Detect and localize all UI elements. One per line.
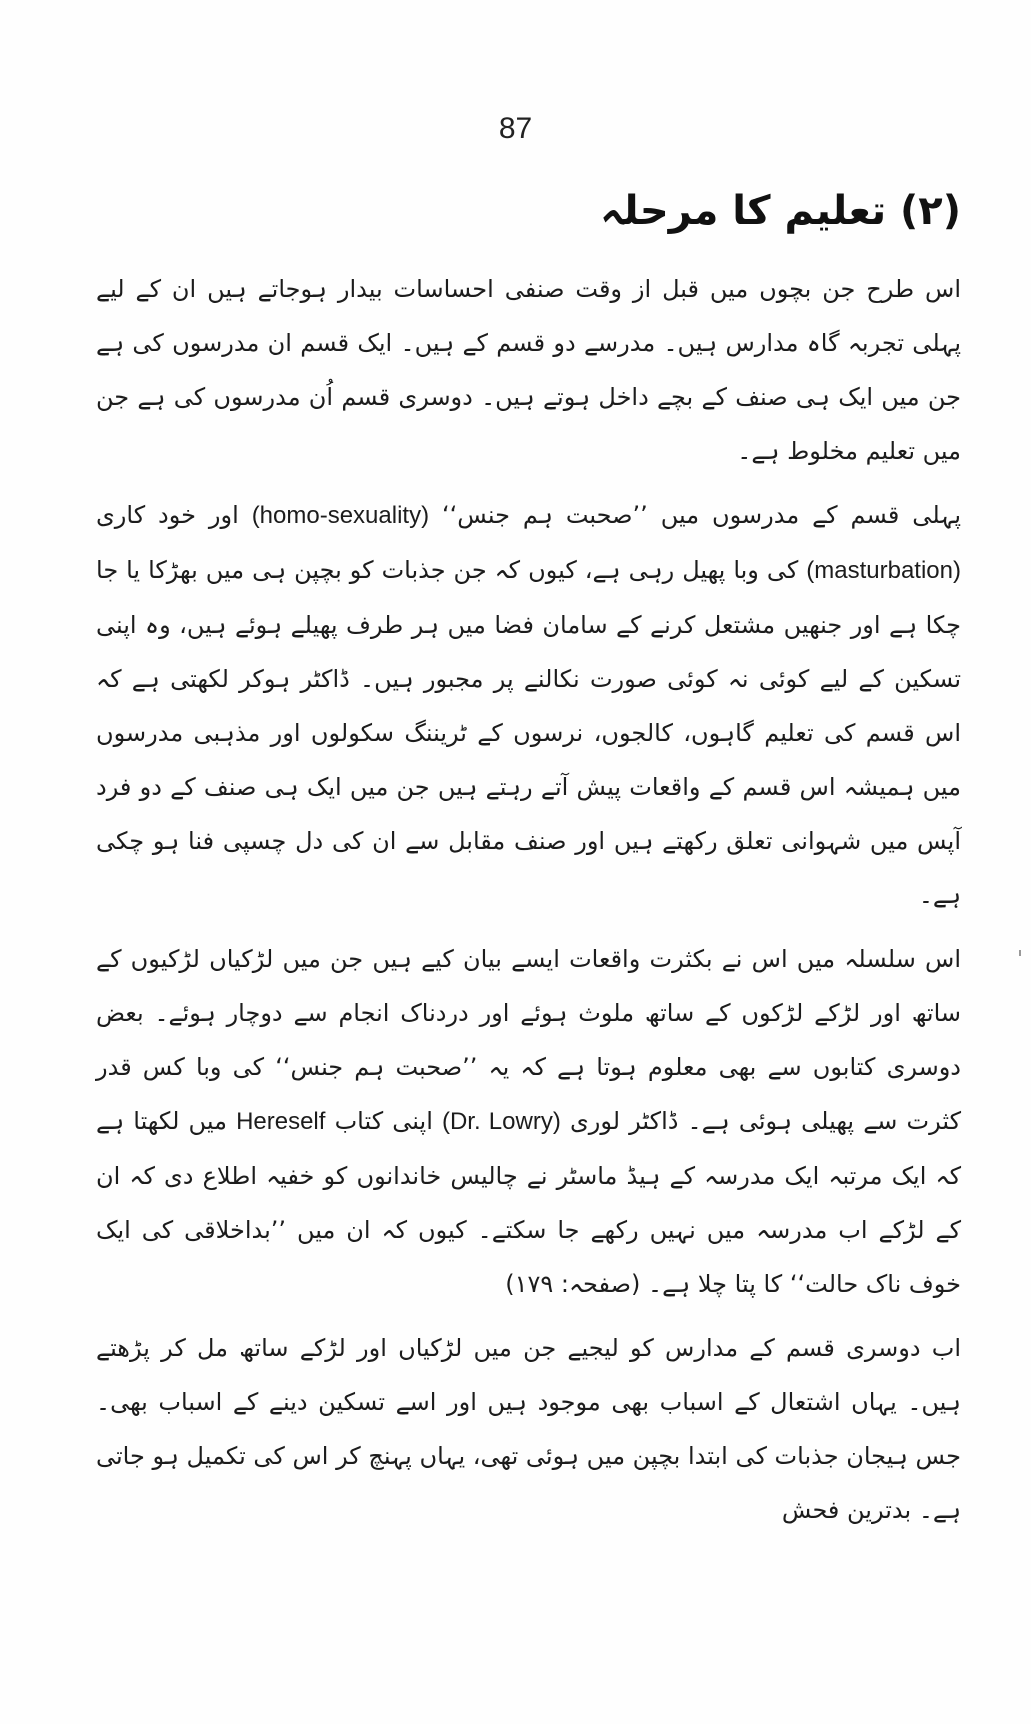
english-book-title: Hereself <box>236 1108 326 1135</box>
english-term-masturbation: (masturbation) <box>806 557 961 584</box>
page-edge-mark <box>1019 950 1021 956</box>
paragraph-3 <box>96 932 961 1311</box>
paragraph-2-text-a: پہلی قسم کے مدرسوں میں ’’صحبت ہم جنس‘‘ <box>429 501 962 529</box>
paragraph-3-text-c: میں لکھتا ہے کہ ایک مرتبہ ایک مدرسہ کے ہیڈ ماسٹر نے چالیس خاندانوں کو خفیہ اطلاع دی کہ ان کے لڑکے اب مدرسہ میں نہیں رکھے جا سکتے۔ کیوں کہ ان میں ’’بداخلاقی کی ایک خوف ناک حالت‘‘ کا پتا چلا ہے۔ (صفحہ: ۱۷۹) <box>96 1107 961 1298</box>
english-name-dr-lowry: (Dr. Lowry) <box>441 1108 561 1135</box>
paragraph-2-text-b: اور خود کاری <box>96 501 252 529</box>
paragraph-3-text-b: اپنی کتاب <box>325 1107 442 1135</box>
paragraph-3-text-a: اس سلسلہ میں اس نے بکثرت واقعات ایسے بیان کیے ہیں جن میں لڑکیاں لڑکیوں کے ساتھ اور لڑکے لڑکوں کے ساتھ ملوث ہوئے اور دردناک انجام سے دوچار ہوئے۔ بعض دوسری کتابوں سے بھی معلوم ہوتا ہے کہ یہ ’’صحبت ہم جنس‘‘ کی وبا کس قدر کثرت سے پھیلی ہوئی ہے۔ ڈاکٹر لوری <box>96 945 961 1135</box>
page-number: 87 <box>498 112 533 145</box>
paragraph-1: اس طرح جن بچوں میں قبل از وقت صنفی احساسات بیدار ہوجاتے ہیں ان کے لیے پہلی تجربہ گاہ مدارس ہیں۔ مدرسے دو قسم کے ہیں۔ ایک قسم ان مدرسوں کی ہے جن میں ایک ہی صنف کے بچے داخل ہوتے ہیں۔ دوسری قسم اُن مدرسوں کی ہے جن میں تعلیم مخلوط ہے۔ <box>96 275 961 465</box>
body-text <box>96 262 961 1547</box>
paragraph-2-text-c: کی وبا پھیل رہی ہے، کیوں کہ جن جذبات کو بچپن ہی میں بھڑکا یا جا چکا ہے اور جنھیں مشتعل کرنے کے سامان فضا میں ہر طرف پھیلے ہوئے ہیں، وہ اپنی تسکین کے لیے کوئی نہ کوئی صورت نکالنے پر مجبور ہیں۔ ڈاکٹر ہوکر لکھتی ہے کہ اس قسم کی تعلیم گاہوں، کالجوں، نرسوں کے ٹریننگ سکولوں اور مذہبی مدرسوں میں ہمیشہ اس قسم کے واقعات پیش آتے رہتے ہیں جن میں ایک ہی صنف کے دو فرد آپس میں شہوانی تعلق رکھتے ہیں اور صنف مقابل سے ان کی دل چسپی فنا ہو چکی ہے۔ <box>96 556 961 909</box>
section-heading: (۲) تعلیم کا مرحلہ <box>600 188 961 234</box>
paragraph-2 <box>96 488 961 922</box>
english-term-homo-sexuality: (homo-sexuality) <box>251 502 430 529</box>
paragraph-4: اب دوسری قسم کے مدارس کو لیجیے جن میں لڑکیاں اور لڑکے ساتھ مل کر پڑھتے ہیں۔ یہاں اشتعال کے اسباب بھی موجود ہیں اور اسے تسکین دینے کے اسباب بھی۔ جس ہیجان جذبات کی ابتدا بچپن میں ہوئی تھی، یہاں پہنچ کر اس کی تکمیل ہو جاتی ہے۔ بدترین فحش <box>96 1334 961 1524</box>
